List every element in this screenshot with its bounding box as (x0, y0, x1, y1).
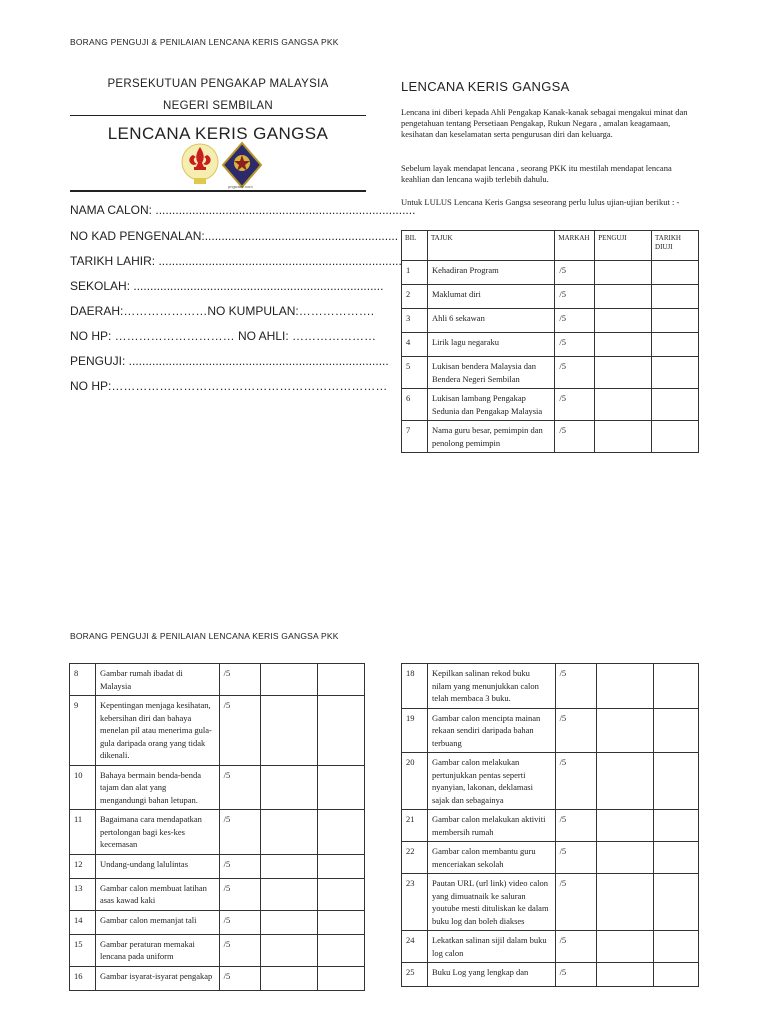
row-tarikh-cell[interactable] (318, 910, 365, 934)
row-number: 1 (402, 261, 428, 285)
row-number: 25 (402, 963, 428, 987)
assessment-table-top (401, 230, 699, 453)
row-markah: /5 (219, 934, 261, 966)
row-penguji-cell[interactable] (261, 810, 318, 855)
table-row (70, 696, 365, 766)
col-tarikh-diuji: TARIKH DIUJI (652, 231, 699, 261)
row-tarikh-cell[interactable] (652, 285, 699, 309)
table-row (402, 708, 699, 753)
row-penguji-cell[interactable] (597, 810, 654, 842)
row-tarikh-cell[interactable] (654, 664, 699, 709)
row-number: 24 (402, 931, 428, 963)
row-number: 15 (70, 934, 96, 966)
field-daerah-kumpulan[interactable]: DAERAH:…………………NO KUMPULAN:………………. (70, 304, 375, 318)
page-header: BORANG PENGUJI & PENILAIAN LENCANA KERIS GANGSA PKK (70, 631, 339, 641)
col-tajuk: TAJUK (427, 231, 554, 261)
table-row (402, 842, 699, 874)
field-no-kad-pengenalan[interactable]: NO KAD PENGENALAN:.......................................................... (70, 229, 399, 243)
row-penguji-cell[interactable] (597, 931, 654, 963)
row-markah: /5 (219, 664, 261, 696)
row-tarikh-cell[interactable] (654, 753, 699, 810)
row-markah: /5 (555, 963, 597, 987)
row-tarikh-cell[interactable] (652, 309, 699, 333)
row-markah: /5 (555, 810, 597, 842)
row-number: 23 (402, 874, 428, 931)
row-penguji-cell[interactable] (595, 333, 652, 357)
row-penguji-cell[interactable] (595, 421, 652, 453)
row-penguji-cell[interactable] (597, 842, 654, 874)
table-row (70, 910, 365, 934)
col-bil: BIL (402, 231, 428, 261)
row-tarikh-cell[interactable] (652, 389, 699, 421)
row-number: 3 (402, 309, 428, 333)
row-tajuk: Gambar isyarat-isyarat pengakap (95, 966, 219, 990)
row-tarikh-cell[interactable] (652, 261, 699, 285)
row-tarikh-cell[interactable] (654, 810, 699, 842)
row-tajuk: Kepilkan salinan rekod buku nilam yang menunjukkan calon telah membaca 3 buku. (427, 664, 555, 709)
row-tajuk: Lukisan lambang Pengakap Sedunia dan Pengakap Malaysia (427, 389, 554, 421)
row-markah: /5 (219, 878, 261, 910)
row-penguji-cell[interactable] (261, 910, 318, 934)
assessment-table-right (401, 663, 699, 987)
row-tajuk: Gambar calon membantu guru menceriakan sekolah (427, 842, 555, 874)
table-row (402, 285, 699, 309)
row-penguji-cell[interactable] (595, 357, 652, 389)
table-row (402, 421, 699, 453)
row-markah: /5 (555, 708, 597, 753)
row-markah: /5 (219, 765, 261, 810)
row-number: 19 (402, 708, 428, 753)
row-tajuk: Kepentingan menjaga kesihatan, kebersihan diri dan bahaya menelan pil atau menerima gula-gula daripada orang yang tidak dikenali. (95, 696, 219, 766)
row-tajuk: Lirik lagu negaraku (427, 333, 554, 357)
field-nohp-noahli[interactable]: NO HP: ………………………… NO AHLI: ………………… (70, 329, 377, 343)
row-tajuk: Gambar rumah ibadat di Malaysia (95, 664, 219, 696)
row-penguji-cell[interactable] (261, 878, 318, 910)
row-tajuk: Undang-undang lalulintas (95, 854, 219, 878)
row-penguji-cell[interactable] (595, 309, 652, 333)
row-number: 14 (70, 910, 96, 934)
row-number: 11 (70, 810, 96, 855)
row-penguji-cell[interactable] (597, 874, 654, 931)
divider (70, 115, 366, 116)
row-penguji-cell[interactable] (597, 963, 654, 987)
instruction-paragraph: Untuk LULUS Lencana Keris Gangsa seseorang perlu lulus ujian-ujian berikut : - (401, 197, 680, 207)
row-penguji-cell[interactable] (597, 753, 654, 810)
row-tarikh-cell[interactable] (652, 357, 699, 389)
row-tajuk: Bahaya bermain benda-benda tajam dan alat yang mengandungi bahan letupan. (95, 765, 219, 810)
row-markah: /5 (555, 664, 597, 709)
row-tajuk: Bagaimana cara mendapatkan pertolongan bagi kes-kes kecemasan (95, 810, 219, 855)
table-row (402, 753, 699, 810)
row-number: 12 (70, 854, 96, 878)
row-penguji-cell[interactable] (595, 261, 652, 285)
row-tarikh-cell[interactable] (654, 708, 699, 753)
row-number: 20 (402, 753, 428, 810)
row-number: 4 (402, 333, 428, 357)
row-number: 13 (70, 878, 96, 910)
row-penguji-cell[interactable] (261, 664, 318, 696)
table-row (70, 878, 365, 910)
badge-title: LENCANA KERIS GANGSA (107, 124, 329, 143)
row-penguji-cell[interactable] (597, 664, 654, 709)
row-tarikh-cell[interactable] (654, 874, 699, 931)
section-title: LENCANA KERIS GANGSA (401, 79, 570, 94)
row-tajuk: Kehadiran Program (427, 261, 554, 285)
org-name: PERSEKUTUAN PENGAKAP MALAYSIA (107, 78, 329, 90)
table-row (402, 357, 699, 389)
table-row (70, 810, 365, 855)
table-row (402, 874, 699, 931)
field-nama-calon[interactable]: NAMA CALON: .............................................................................. (70, 203, 416, 217)
requirement-paragraph: Sebelum layak mendapat lencana , seorang PKK itu mestilah mendapat lencana keahlian dan lencana wajib terlebih dahulu. (401, 163, 672, 184)
row-tajuk: Pautan URL (url link) video calon yang dimuatnaik ke saluran youtube mesti dituliskan ke dalam buku log dan boleh diakses (427, 874, 555, 931)
row-tajuk: Gambar peraturan memakai lencana pada uniform (95, 934, 219, 966)
assessment-table-left (69, 663, 365, 991)
row-number: 10 (70, 765, 96, 810)
row-number: 9 (70, 696, 96, 766)
table-row (70, 854, 365, 878)
row-tajuk: Nama guru besar, pemimpin dan penolong pemimpin (427, 421, 554, 453)
table-row (70, 966, 365, 990)
row-markah: /5 (555, 309, 595, 333)
field-tarikh-lahir[interactable]: TARIKH LAHIR: ......................................................................... (70, 254, 402, 268)
row-penguji-cell[interactable] (261, 765, 318, 810)
field-nohp-penguji[interactable]: NO HP:…………………………………………………………… (70, 379, 388, 393)
row-markah: /5 (555, 931, 597, 963)
row-tarikh-cell[interactable] (318, 810, 365, 855)
row-markah: /5 (219, 910, 261, 934)
row-number: 2 (402, 285, 428, 309)
row-tarikh-cell[interactable] (318, 664, 365, 696)
row-number: 22 (402, 842, 428, 874)
table-row (402, 333, 699, 357)
field-penguji[interactable]: PENGUJI: .............................................................................. (70, 354, 389, 368)
row-number: 21 (402, 810, 428, 842)
row-tarikh-cell[interactable] (318, 765, 365, 810)
table-row (402, 389, 699, 421)
table-row (402, 810, 699, 842)
row-markah: /5 (555, 753, 597, 810)
row-tajuk: Gambar calon melakukan pertunjukkan pentas seperti nyanyian, lakonan, deklamasi sajak dan sebagainya (427, 753, 555, 810)
row-tajuk: Lukisan bendera Malaysia dan Bendera Negeri Sembilan (427, 357, 554, 389)
row-tarikh-cell[interactable] (654, 963, 699, 987)
row-markah: /5 (555, 421, 595, 453)
row-tajuk: Maklumat diri (427, 285, 554, 309)
row-number: 16 (70, 966, 96, 990)
logo-caption: pngwave.com (228, 184, 253, 189)
page-header: BORANG PENGUJI & PENILAIAN LENCANA KERIS GANGSA PKK (70, 37, 339, 47)
row-markah: /5 (555, 261, 595, 285)
row-tajuk: Ahli 6 sekawan (427, 309, 554, 333)
row-tajuk: Lekatkan salinan sijil dalam buku log calon (427, 931, 555, 963)
row-tajuk: Gambar calon mencipta mainan rekaan sendiri daripada bahan terbuang (427, 708, 555, 753)
row-number: 7 (402, 421, 428, 453)
row-tarikh-cell[interactable] (318, 854, 365, 878)
row-number: 18 (402, 664, 428, 709)
scout-fleur-de-lis-logo (180, 142, 220, 191)
table-row (70, 934, 365, 966)
row-tarikh-cell[interactable] (318, 966, 365, 990)
row-number: 8 (70, 664, 96, 696)
row-markah: /5 (555, 874, 597, 931)
table-row (402, 261, 699, 285)
intro-paragraph: Lencana ini diberi kepada Ahli Pengakap Kanak-kanak sebagai mengakui minat dan pengetahuan tentang Persetiaan Pengakap, Rukun Negara , amalan keagamaan, kesihatan dan keselamatan serta pengurusan diri dan keluarga. (401, 107, 688, 139)
row-tarikh-cell[interactable] (318, 878, 365, 910)
row-tarikh-cell[interactable] (654, 842, 699, 874)
table-row (402, 931, 699, 963)
row-tajuk: Gambar calon melakukan aktiviti membersih rumah (427, 810, 555, 842)
row-markah: /5 (219, 696, 261, 766)
row-penguji-cell[interactable] (261, 966, 318, 990)
row-penguji-cell[interactable] (595, 285, 652, 309)
row-penguji-cell[interactable] (261, 934, 318, 966)
org-state: NEGERI SEMBILAN (163, 100, 273, 112)
row-tarikh-cell[interactable] (652, 333, 699, 357)
row-tajuk: Buku Log yang lengkap dan (427, 963, 555, 987)
row-tarikh-cell[interactable] (318, 696, 365, 766)
row-markah: /5 (219, 966, 261, 990)
row-markah: /5 (555, 285, 595, 309)
row-penguji-cell[interactable] (597, 708, 654, 753)
row-tarikh-cell[interactable] (318, 934, 365, 966)
row-tarikh-cell[interactable] (652, 421, 699, 453)
field-sekolah[interactable]: SEKOLAH: ........................................................................... (70, 279, 384, 293)
col-markah: MARKAH (555, 231, 595, 261)
col-penguji: PENGUJI (595, 231, 652, 261)
table-row (70, 664, 365, 696)
divider (70, 190, 366, 192)
row-markah: /5 (219, 810, 261, 855)
row-number: 6 (402, 389, 428, 421)
row-markah: /5 (555, 357, 595, 389)
table-row (402, 664, 699, 709)
table-row (402, 963, 699, 987)
row-penguji-cell[interactable] (261, 854, 318, 878)
row-penguji-cell[interactable] (261, 696, 318, 766)
row-markah: /5 (219, 854, 261, 878)
row-tarikh-cell[interactable] (654, 931, 699, 963)
table-row (402, 309, 699, 333)
row-number: 5 (402, 357, 428, 389)
table-row (70, 765, 365, 810)
row-penguji-cell[interactable] (595, 389, 652, 421)
row-tajuk: Gambar calon membuat latihan asas kawad kaki (95, 878, 219, 910)
row-markah: /5 (555, 333, 595, 357)
row-markah: /5 (555, 842, 597, 874)
row-tajuk: Gambar calon memanjat tali (95, 910, 219, 934)
row-markah: /5 (555, 389, 595, 421)
